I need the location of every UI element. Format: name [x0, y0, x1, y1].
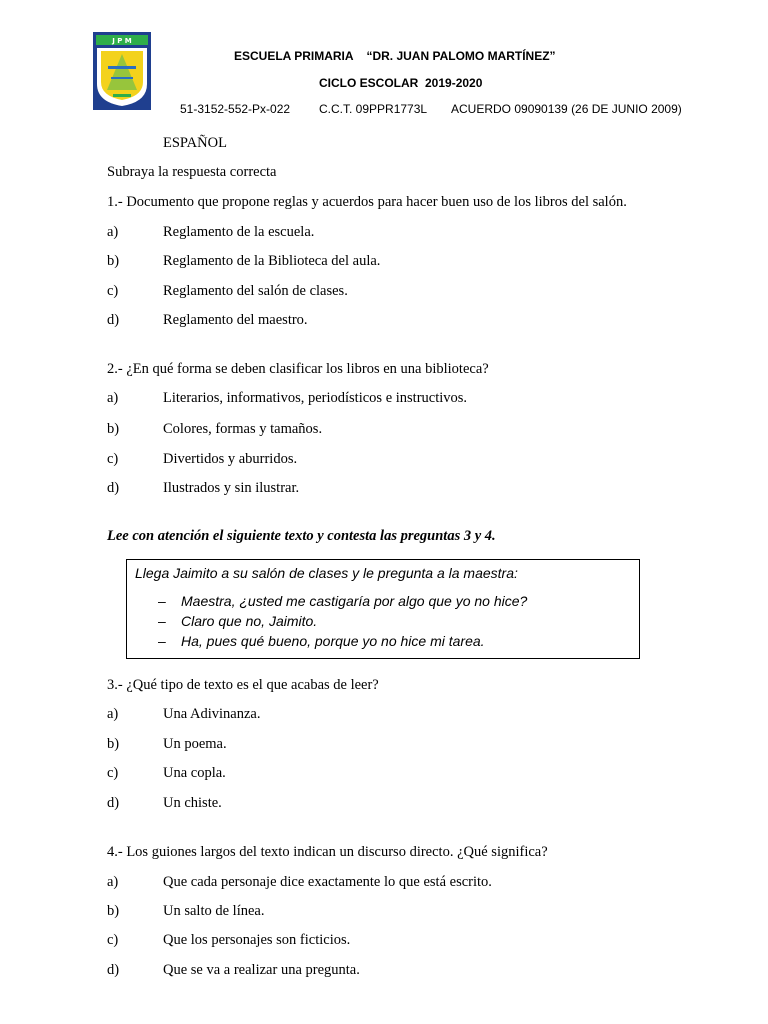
option-text[interactable]: Ilustrados y sin ilustrar. [163, 480, 300, 496]
question-1: 1.- Documento que propone reglas y acuerdos para hacer buen uso de los libros del salón. [107, 194, 627, 210]
school-agreement: ACUERDO 09090139 (26 DE JUNIO 2009) [451, 102, 682, 116]
option-text[interactable]: Una Adivinanza. [163, 706, 261, 722]
option-label: c) [107, 932, 119, 948]
school-cct: C.C.T. 09PPR1773L [319, 102, 428, 116]
option-label: b) [107, 253, 120, 269]
subject-title: ESPAÑOL [163, 135, 227, 151]
option-label: b) [107, 421, 120, 437]
option-text[interactable]: Reglamento del salón de clases. [163, 283, 348, 299]
option-text[interactable]: Reglamento del maestro. [163, 312, 308, 328]
option-label: d) [107, 312, 120, 328]
option-label: c) [107, 283, 119, 299]
dialogue-line: Maestra, ¿usted me castigaría por algo que yo no hice? [181, 593, 528, 609]
option-text[interactable]: Un salto de línea. [163, 903, 265, 919]
option-text[interactable]: Reglamento de la Biblioteca del aula. [163, 253, 381, 269]
question-4: 4.- Los guiones largos del texto indican un discurso directo. ¿Qué significa? [107, 844, 548, 860]
instruction: Subraya la respuesta correcta [107, 164, 277, 180]
dialogue-line: Ha, pues qué bueno, porque yo no hice mi tarea. [181, 633, 485, 649]
option-label: d) [107, 962, 120, 978]
option-text[interactable]: Divertidos y aburridos. [163, 451, 298, 467]
option-text[interactable]: Una copla. [163, 765, 226, 781]
option-label: d) [107, 795, 120, 811]
dialogue-line: Claro que no, Jaimito. [181, 613, 318, 629]
school-code: 51-3152-552-Px-022 [180, 102, 291, 116]
reading-instruction: Lee con atención el siguiente texto y contesta las preguntas 3 y 4. [107, 528, 496, 544]
school-logo [93, 32, 151, 110]
option-text[interactable]: Reglamento de la escuela. [163, 224, 315, 240]
question-3: 3.- ¿Qué tipo de texto es el que acabas de leer? [107, 677, 379, 693]
option-text[interactable]: Colores, formas y tamaños. [163, 421, 323, 437]
option-text[interactable]: Que cada personaje dice exactamente lo que está escrito. [163, 874, 492, 890]
dialogue-dash: – [158, 633, 166, 649]
school-cycle: CICLO ESCOLAR 2019-2020 [319, 76, 483, 90]
option-label: b) [107, 903, 120, 919]
option-label: c) [107, 451, 119, 467]
option-label: a) [107, 224, 119, 240]
option-label: b) [107, 736, 120, 752]
option-label: d) [107, 480, 120, 496]
option-text[interactable]: Literarios, informativos, periodísticos e instructivos. [163, 390, 468, 406]
option-text[interactable]: Un chiste. [163, 795, 222, 811]
option-label: a) [107, 874, 119, 890]
svg-text:J P M: J P M [112, 37, 132, 45]
option-label: c) [107, 765, 119, 781]
dialogue-dash: – [158, 613, 166, 629]
option-label: a) [107, 706, 119, 722]
school-name: ESCUELA PRIMARIA “DR. JUAN PALOMO MARTÍNEZ” [234, 49, 556, 63]
reading-text-intro: Llega Jaimito a su salón de clases y le pregunta a la maestra: [135, 565, 518, 581]
option-text[interactable]: Que los personajes son ficticios. [163, 932, 351, 948]
question-2: 2.- ¿En qué forma se deben clasificar los libros en una biblioteca? [107, 361, 489, 377]
option-label: a) [107, 390, 119, 406]
option-text[interactable]: Un poema. [163, 736, 227, 752]
dialogue-dash: – [158, 593, 166, 609]
option-text[interactable]: Que se va a realizar una pregunta. [163, 962, 360, 978]
